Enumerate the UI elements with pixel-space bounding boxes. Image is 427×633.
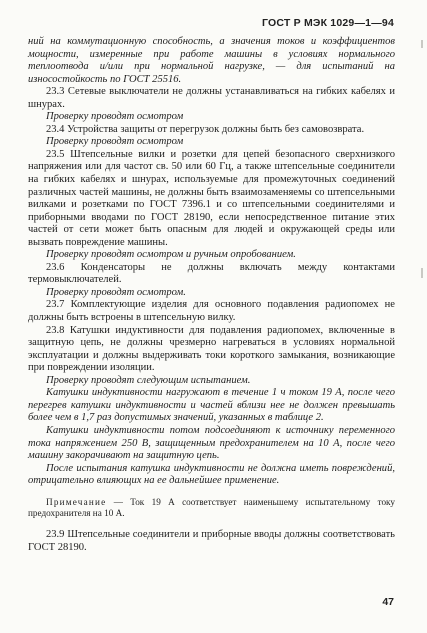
- test-step-short-circuit: Катушки индуктивности потом подсоединяют к источнику переменного тока напряжением 250 В, защищенным предохранителем на 10 А, после чего машину закорачивают на защитную цепь.: [28, 424, 395, 462]
- note-text: — Ток 19 А соответствует наименьшему испытательному току предохранителя на 10 А.: [28, 496, 395, 518]
- footnote: [28, 497, 395, 519]
- clause-23-7: 23.7 Комплектующие изделия для основного подавления радиопомех не должны быть встроены в штепсельную вилку.: [28, 299, 395, 324]
- page-body: [28, 36, 395, 554]
- test-step-result: После испытания катушка индуктивности не должна иметь повреждений, отрицательно влияющих на ее дальнейшее применение.: [28, 462, 395, 487]
- clause-23-3: 23.3 Сетевые выключатели не должны устанавливаться на гибких кабелях и шнурах.: [28, 86, 395, 110]
- running-header: ГОСТ Р МЭК 1029—1—94: [262, 17, 394, 29]
- clause-23-5: 23.5 Штепсельные вилки и розетки для цепей безопасного сверхнизкого напряжения или для частот св. 50 или 60 Гц, а также штепсельные соединители на гибких кабелях и шнурах, используемые для промежуточных соединений различных частей машины, не должны быть взаимозаменяемы со штепсельными вилками и розетками по ГОСТ 7396.1 и со штепсельными соединителями и приборными вводами по ГОСТ 28190, если непосредственное питание этих частей от сети может быть опасным для людей и окружающей среды или вызвать повреждение машины.: [28, 148, 395, 248]
- check-note-23-3: Проверку проводят осмотром: [46, 111, 184, 123]
- check-note-23-4: Проверку проводят осмотром: [46, 136, 184, 148]
- clause-23-4: 23.4 Устройства защиты от перегрузок должны быть без самовозврата.: [46, 123, 365, 135]
- clause-23-8: 23.8 Катушки индуктивности для подавления радиопомех, включенные в защитную цепь, не должны чрезмерно нагреваться в условиях нормальной эксплуатации и должны выдерживать токи короткого замыкания, возникающие при повреждении изоляции.: [28, 324, 395, 374]
- scan-margin-mark: [421, 268, 423, 278]
- clause-23-9: 23.9 Штепсельные соединители и приборные вводы должны соответствовать ГОСТ 28190.: [28, 529, 395, 553]
- note-lead: Примечание: [46, 496, 107, 507]
- clause-23-6: 23.6 Конденсаторы не должны включать между контактами термовыключателей.: [28, 261, 395, 286]
- test-step-load: Катушки индуктивности нагружают в течение 1 ч током 19 А, после чего перегрев катушки индуктивности и частей вблизи нее не должен превышать более чем в 1,7 раз допустимых значений, указанных в таблице 2.: [28, 387, 395, 424]
- check-note-23-5: Проверку проводят осмотром и ручным опробованием.: [46, 249, 296, 261]
- scan-margin-mark: [421, 40, 423, 48]
- check-note-23-8: Проверку проводят следующим испытанием.: [46, 374, 251, 386]
- paragraph-continuation: ний на коммутационную способность, а значения токов и коэффициентов мощности, измеренные при работе машины в условиях нормального теплоотвода и/или при нормальной нагрузке, — для испытаний на износостойкость по ГОСТ 25516.: [28, 36, 395, 85]
- check-note-23-6: Проверку проводят осмотром.: [46, 286, 186, 298]
- page-number: 47: [382, 596, 394, 608]
